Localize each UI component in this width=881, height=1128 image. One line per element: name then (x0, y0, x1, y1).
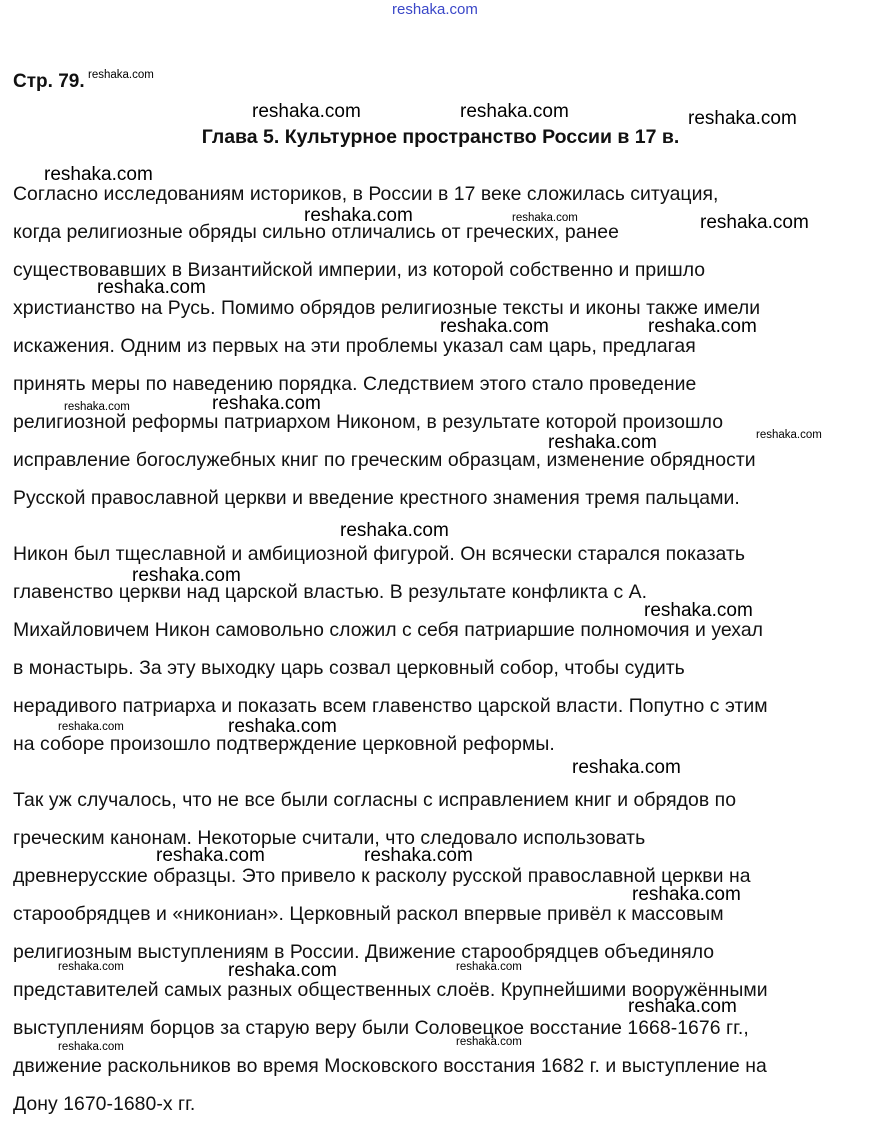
watermark: reshaka.com (44, 164, 153, 185)
text-line: в монастырь. За эту выходку царь созвал церковный собор, чтобы судить (13, 657, 685, 679)
text-line: древнерусские образцы. Это привело к расколу русской православной церкви на (13, 865, 751, 887)
watermark: reshaka.com (512, 212, 578, 224)
watermark: reshaka.com (97, 277, 206, 298)
text-line: на соборе произошло подтверждение церковной реформы. (13, 733, 555, 755)
watermark: reshaka.com (364, 845, 473, 866)
watermark: reshaka.com (688, 108, 797, 129)
text-line: нерадивого патриарха и показать всем главенство царской власти. Попутно с этим (13, 695, 768, 717)
watermark: reshaka.com (212, 393, 321, 414)
text-line: религиозной реформы патриархом Никоном, в результате которой произошло (13, 411, 724, 433)
text-line: Никон был тщеславной и амбициозной фигурой. Он всячески старался показать (13, 543, 746, 565)
watermark: reshaka.com (440, 316, 549, 337)
watermark: reshaka.com (572, 757, 681, 778)
watermark: reshaka.com (456, 1036, 522, 1048)
watermark: reshaka.com (58, 721, 124, 733)
watermark: reshaka.com (88, 69, 154, 81)
text-line: когда религиозные обряды сильно отличались от греческих, ранее (13, 221, 619, 243)
watermark: reshaka.com (58, 961, 124, 973)
watermark: reshaka.com (132, 565, 241, 586)
text-line: Согласно исследованиям историков, в России в 17 веке сложилась ситуация, (13, 183, 719, 205)
watermark: reshaka.com (156, 845, 265, 866)
watermark: reshaka.com (632, 884, 741, 905)
watermark: reshaka.com (628, 996, 737, 1017)
chapter-title: Глава 5. Культурное пространство России в 17 в. (201, 126, 680, 148)
watermark: reshaka.com (460, 101, 569, 122)
watermark: reshaka.com (252, 101, 361, 122)
watermark: reshaka.com (304, 205, 413, 226)
text-line: существовавших в Византийской империи, из которой собственно и пришло (13, 259, 706, 281)
text-line: главенство церкви над царской властью. В результате конфликта с А. (13, 581, 648, 603)
text-line: старообрядцев и «никониан». Церковный раскол впервые привёл к массовым (13, 903, 724, 925)
watermark: reshaka.com (644, 600, 753, 621)
header-watermark[interactable]: reshaka.com (392, 1, 478, 18)
watermark: reshaka.com (64, 401, 130, 413)
watermark: reshaka.com (700, 212, 809, 233)
text-line: принять меры по наведению порядка. Следствием этого стало проведение (13, 373, 697, 395)
watermark: reshaka.com (340, 520, 449, 541)
watermark: reshaka.com (456, 961, 522, 973)
watermark: reshaka.com (228, 960, 337, 981)
watermark: reshaka.com (228, 716, 337, 737)
text-line: искажения. Одним из первых на эти проблемы указал сам царь, предлагая (13, 335, 696, 357)
text-line: Русской православной церкви и введение крестного знамения тремя пальцами. (13, 487, 740, 509)
text-line: Михайловичем Никон самовольно сложил с себя патриаршие полномочия и уехал (13, 619, 764, 641)
text-line: Так уж случалось, что не все были согласны с исправлением книг и обрядов по (13, 789, 737, 811)
watermark: reshaka.com (58, 1041, 124, 1053)
text-line: христианство на Русь. Помимо обрядов религиозные тексты и иконы также имели (13, 297, 761, 319)
text-line: исправление богослужебных книг по греческим образцам, изменение обрядности (13, 449, 756, 471)
text-line: религиозным выступлениям в России. Движение старообрядцев объединяло (13, 941, 715, 963)
watermark: reshaka.com (648, 316, 757, 337)
watermark: reshaka.com (756, 429, 822, 441)
text-line: движение раскольников во время Московского восстания 1682 г. и выступление на (13, 1055, 767, 1077)
text-line: выступлениям борцов за старую веру были Соловецкое восстание 1668-1676 гг., (13, 1017, 749, 1039)
text-line: Дону 1670-1680-х гг. (13, 1093, 196, 1115)
watermark: reshaka.com (548, 432, 657, 453)
page-number: Стр. 79. (13, 71, 85, 92)
text-line: греческим канонам. Некоторые считали, что следовало использовать (13, 827, 646, 849)
text-line: представителей самых разных общественных слоёв. Крупнейшими вооружёнными (13, 979, 768, 1001)
